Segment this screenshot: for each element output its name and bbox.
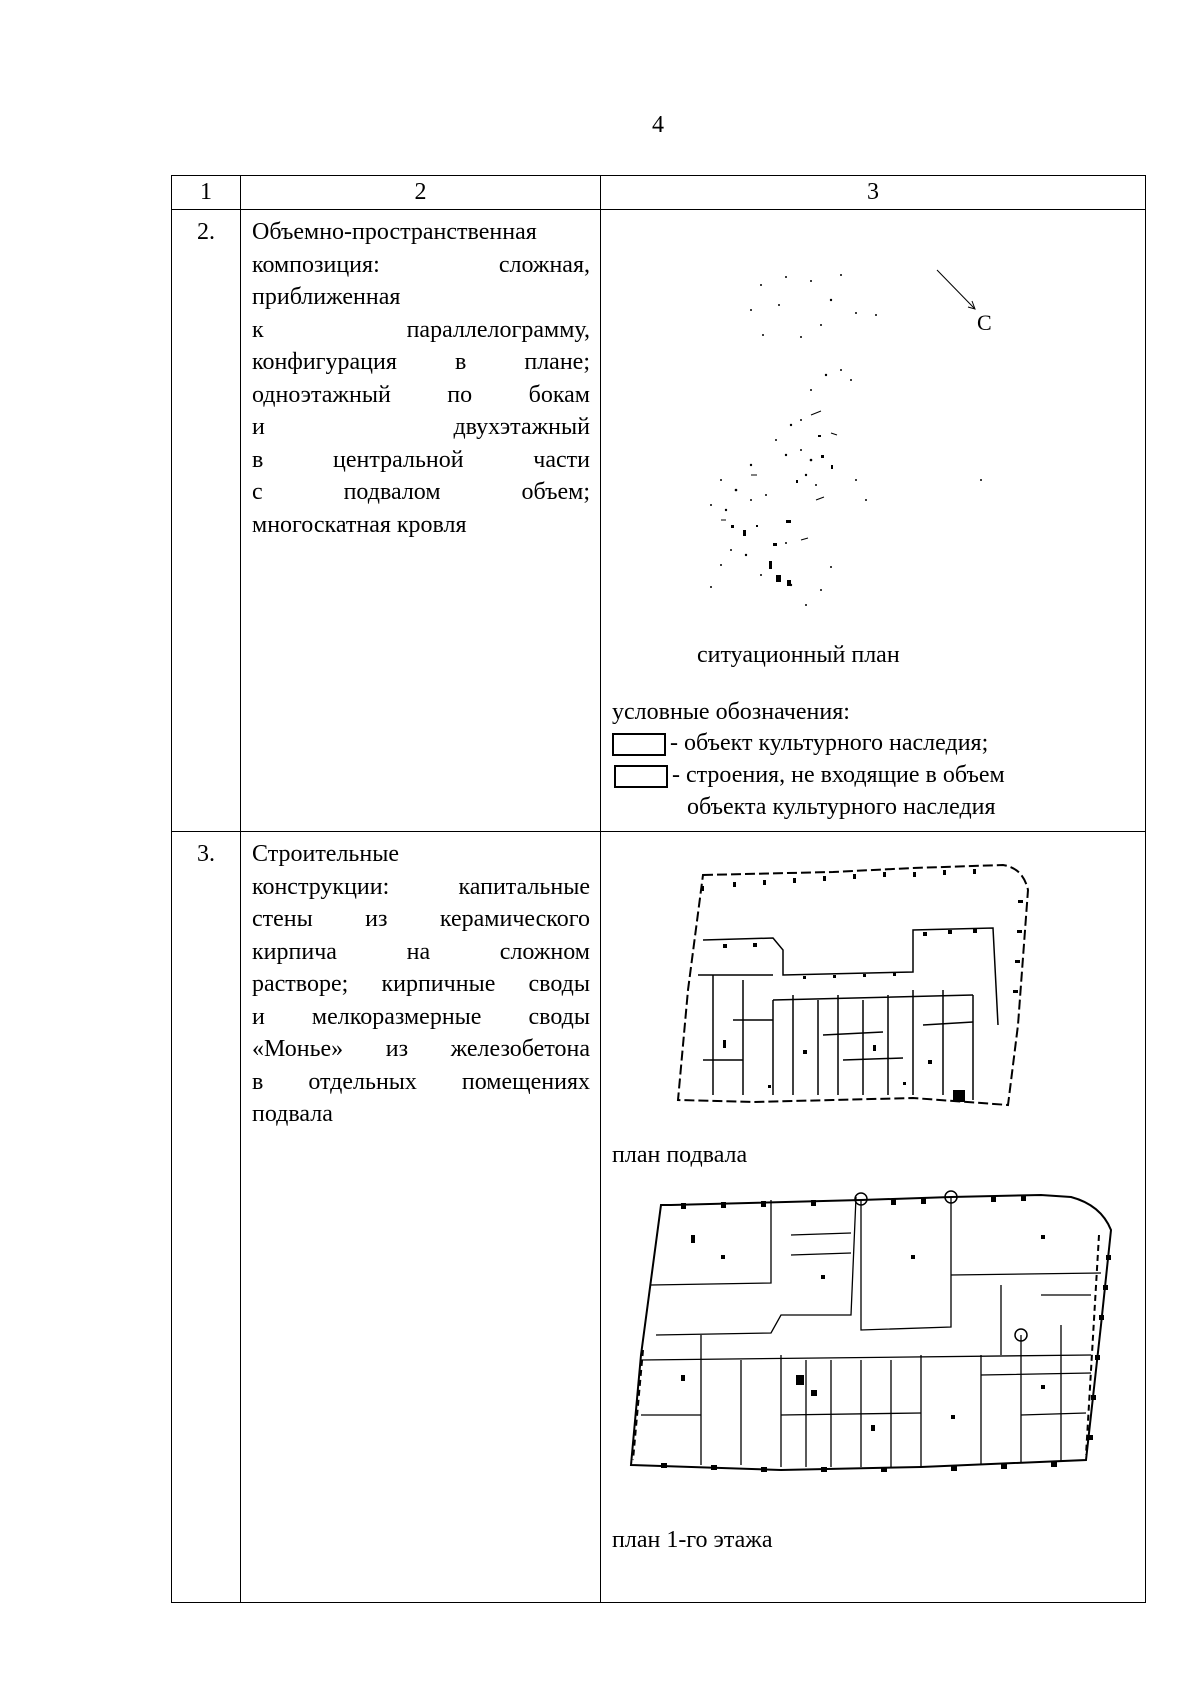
- legend-title: условные обозначения:: [612, 699, 850, 725]
- legend-item-heritage-label: - объект культурного наследия;: [670, 730, 989, 756]
- header-col-3: 3: [601, 176, 1146, 210]
- legend-swatch-other: [614, 765, 668, 788]
- basement-plan-caption: план подвала: [612, 1142, 748, 1168]
- north-label: С: [977, 310, 992, 335]
- basement-plan-drawing: [673, 860, 1053, 1125]
- description-line: в отдельных помещениях: [252, 1068, 590, 1095]
- description-line: подвала: [252, 1101, 333, 1127]
- description-line: с подвалом объем;: [252, 479, 590, 505]
- description-line: и двухэтажный: [252, 414, 590, 440]
- description-line: кирпича на сложном: [252, 938, 590, 965]
- legend-item-other: [614, 762, 1005, 789]
- description-line: композиция: сложная,: [252, 251, 590, 278]
- table-row: [172, 210, 1146, 832]
- floor-plans-cell: [601, 832, 1146, 1603]
- first-floor-plan-drawing: [621, 1175, 1131, 1485]
- legend-swatch-heritage: [612, 733, 666, 756]
- row-number: 3.: [172, 832, 241, 1603]
- legend-item-other-label: - строения, не входящие в объем: [672, 762, 1005, 788]
- description-line: одноэтажный по бокам: [252, 381, 590, 408]
- header-col-2: 2: [241, 176, 601, 210]
- description-line: стены из керамического: [252, 906, 590, 932]
- description-line: растворе; кирпичные своды: [252, 971, 590, 997]
- description-line: и мелкоразмерные своды: [252, 1003, 590, 1030]
- situation-plan-caption: ситуационный план: [697, 642, 900, 668]
- description-line: приближенная: [252, 284, 401, 310]
- table-row: [172, 832, 1146, 1603]
- row-number: 2.: [172, 210, 241, 832]
- description-line: Объемно-пространственная: [252, 219, 537, 245]
- description-line: в центральной части: [252, 446, 590, 473]
- situation-plan-map: [691, 265, 1021, 615]
- description-line: «Монье» из железобетона: [252, 1036, 590, 1062]
- row-description: [241, 832, 601, 1603]
- legend-item-other-cont: объекта культурного наследия: [687, 794, 996, 820]
- header-col-1: 1: [172, 176, 241, 210]
- description-line: конфигурация в плане;: [252, 349, 590, 375]
- page-number: 4: [652, 112, 664, 138]
- description-line: многоскатная кровля: [252, 511, 467, 538]
- document-table: [171, 175, 1146, 1603]
- row-description: [241, 210, 601, 832]
- legend-item-heritage: [612, 730, 988, 757]
- description-line: конструкции: капитальные: [252, 873, 590, 900]
- first-floor-plan-caption: план 1-го этажа: [612, 1527, 773, 1553]
- situation-plan-cell: [601, 210, 1146, 832]
- table-header-row: [172, 176, 1146, 210]
- description-line: Строительные: [252, 841, 399, 867]
- description-line: к параллелограмму,: [252, 316, 590, 343]
